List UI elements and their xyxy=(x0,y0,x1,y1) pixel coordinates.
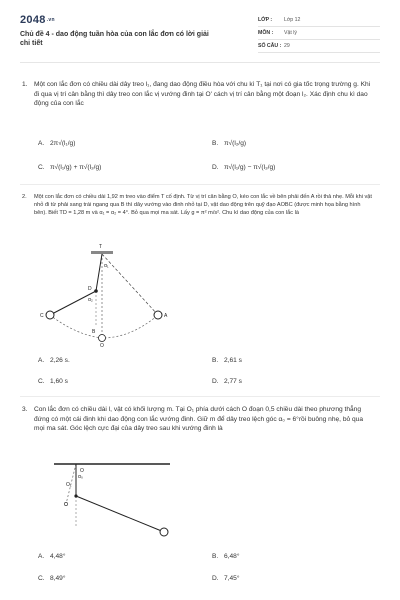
divider xyxy=(20,396,380,397)
q1-option-b[interactable]: B. π√(l₂/g) xyxy=(212,140,247,147)
trajectory xyxy=(50,315,158,338)
question-3 xyxy=(22,405,372,434)
label-c: C xyxy=(40,313,44,319)
meta-row-subject: MÔN : Vật lý xyxy=(258,27,380,40)
q2-option-c[interactable]: C. 1,60 s xyxy=(38,378,68,385)
bob-o xyxy=(99,335,106,342)
question-number: 1. xyxy=(22,81,28,88)
bob-a xyxy=(154,311,162,319)
question-number: 2. xyxy=(22,194,27,200)
divider xyxy=(20,184,380,185)
q1-option-a[interactable]: A. 2π√(l₁/g) xyxy=(38,140,76,147)
label-o1: O₁ xyxy=(66,482,72,488)
meta-table xyxy=(258,14,380,53)
label-alpha0: α₀ xyxy=(78,474,83,480)
label-o: O xyxy=(100,343,104,348)
label-alpha1: α₁ xyxy=(104,263,109,269)
pendulum-figure-2 xyxy=(52,458,182,540)
q3-option-d[interactable]: D. 7,45° xyxy=(212,575,240,582)
bob-c xyxy=(46,311,54,319)
question-number: 3. xyxy=(22,406,28,413)
question-text: Con lắc đơn có chiều dài l, vật có khối lượng m. Tại O₁ phía dưới cách O đoạn 0,5 chiều dài theo phương thẳng đứng có một cái đinh khi dao động con lắc vướng đinh. Giữ m để dây treo lệch góc α₀ = 6°rồi buông nhẹ, bỏ qua mọi ma sát. Góc lệch cực đại của dây treo sau khi vướng đinh là xyxy=(34,406,363,432)
nail-o1 xyxy=(74,494,77,497)
pendulum-figure-1 xyxy=(36,243,196,348)
nail-d xyxy=(94,289,98,293)
bob-m xyxy=(160,528,168,536)
q3-option-c[interactable]: C. 8,49° xyxy=(38,575,66,582)
question-1 xyxy=(22,80,372,109)
label-alpha2: α₂ xyxy=(88,297,93,303)
q2-option-d[interactable]: D. 2,77 s xyxy=(212,378,242,385)
question-2 xyxy=(22,193,372,218)
header-divider xyxy=(20,62,380,63)
q1-option-d[interactable]: D. π√(l₁/g) − π√(l₂/g) xyxy=(212,164,276,171)
label-b: B xyxy=(92,329,96,335)
question-text: Một con lắc đơn có chiều dài 1,92 m treo vào điểm T cố định. Từ vị trí cân bằng O, kéo con lắc về bên phải đến A rồi thả nhẹ. Mỗi khi vật nhỏ đi từ phải sang trái ngang qua B thì dây vướng vào đinh nhỏ tại D, vật dao động trên quỹ đạo AOBC (được minh họa bằng hình bên). Biết TD = 1,28 m và α₁ = α₂ = 4°. Bỏ qua mọi ma sát. Lấy g = π² m/s². Chu kì dao động của con lắc là xyxy=(34,194,372,217)
q2-option-a[interactable]: A. 2,26 s. xyxy=(38,357,70,364)
string-lower xyxy=(50,291,96,315)
ceiling-support xyxy=(91,251,113,254)
bob-start xyxy=(64,502,67,505)
string-right xyxy=(102,254,158,315)
meta-row-count: SỐ CÂU : 29 xyxy=(258,40,380,53)
q2-option-b[interactable]: B. 2,61 s xyxy=(212,357,242,364)
meta-row-class: LỚP : Lớp 12 xyxy=(258,14,380,27)
label-o: O xyxy=(80,468,84,474)
label-a: A xyxy=(164,313,168,319)
page-header xyxy=(20,12,380,52)
page-title: Chủ đề 4 - dao động tuần hòa của con lắc đơn có lời giải chi tiết xyxy=(20,31,209,47)
label-d: D xyxy=(88,286,92,292)
string-lower xyxy=(76,496,164,532)
site-logo[interactable]: 2048.vn xyxy=(20,14,55,26)
label-t: T xyxy=(99,244,103,250)
question-text: Một con lắc đơn có chiều dài dây treo l₁, đang dao động điều hòa với chu kì T₁ tại nơi có gia tốc trọng trường g. Khi đi qua vị trí cân bằng thì dây treo con lắc vị vướng đinh tại O' cách vị trí cân bằng một đoạn l₂. Xác định chu kì dao động của con lắc xyxy=(34,81,371,107)
string-upper xyxy=(96,254,102,291)
q3-option-b[interactable]: B. 6,48° xyxy=(212,553,240,560)
q3-option-a[interactable]: A. 4,48° xyxy=(38,553,66,560)
q1-option-c[interactable]: C. π√(l₁/g) + π√(l₂/g) xyxy=(38,164,102,171)
